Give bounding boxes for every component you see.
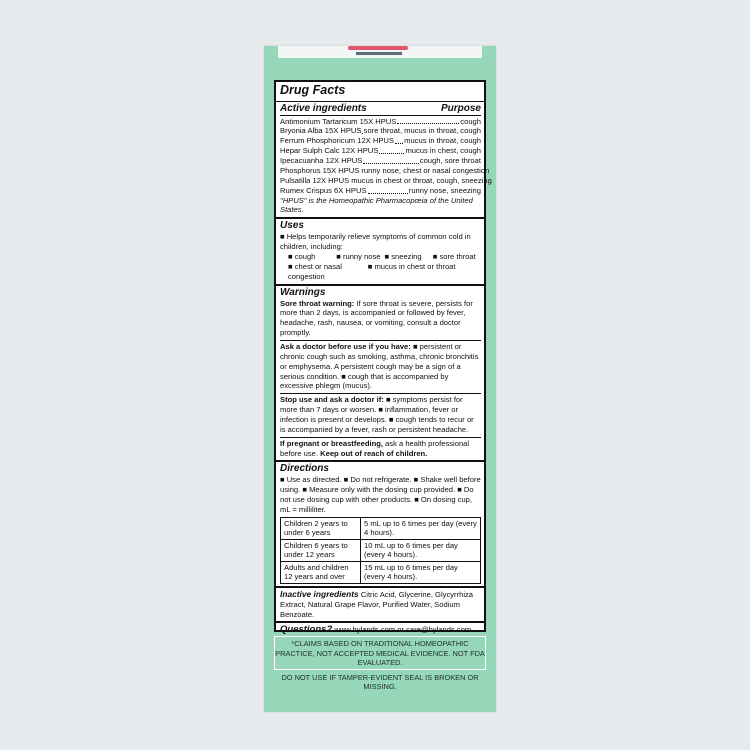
active-ingredients-section	[276, 102, 492, 220]
uses-heading: Uses	[280, 220, 304, 232]
tamper-warning: DO NOT USE IF TAMPER-EVIDENT SEAL IS BROKEN OR MISSING.	[281, 673, 479, 691]
ask-doctor-label: Ask a doctor before use if you have:	[280, 341, 411, 351]
questions-label: Questions?	[280, 624, 333, 636]
stop-use-text: ■ symptoms persist for more than 7 days or worsen. ■ inflammation, fever or infection is present or develops. ■ cough tends to recur or is accompanied by a fever, rash or persistent headache.	[280, 395, 474, 434]
directions-heading: Directions	[280, 463, 329, 475]
questions-contact: www.hylands.com or care@hylands.com	[334, 625, 472, 635]
ingredient-purpose: cough, sore throat	[419, 156, 481, 166]
ingredient-name: Phosphorus 15X HPUS	[280, 165, 360, 175]
ask-doctor-text: ■ persistent or chronic cough such as smoking, asthma, chronic bronchitis or emphysema. A persistent cough may be a sign of a serious condition. ■ cough that is accompanied by excessive phlegm (mucus).	[280, 341, 479, 391]
keep-out-text: Keep out of reach of children.	[320, 448, 428, 458]
ingredient-purpose: cough	[460, 116, 481, 126]
ingredient-name: Antimonium Tartaricum 15X HPUS	[280, 116, 397, 126]
ask-doctor-warning	[280, 340, 481, 391]
drug-facts-title-section	[276, 82, 484, 102]
ingredient-row	[280, 136, 481, 146]
ingredient-row	[280, 126, 481, 136]
ingredient-purpose: mucus in throat, cough	[404, 136, 481, 146]
ingredient-name: Rumex Crispus 6X HPUS	[280, 185, 367, 195]
directions-text: ■ Use as directed. ■ Do not refrigerate. ■ Shake well before using. ■ Measure only with the dosing cup provided. ■ Do not use dosing cup with other products. ■ On dosing cup, mL = milliliter.	[280, 475, 481, 514]
purpose-heading: Purpose	[440, 102, 481, 114]
use-item: ■ chest or nasal congestion	[288, 261, 342, 281]
drug-facts-panel	[274, 80, 492, 636]
ingredient-row	[280, 146, 481, 156]
ingredient-name: Ferrum Phosphoricum 12X HPUS	[280, 136, 394, 146]
ingredient-row	[280, 175, 492, 186]
ingredient-name: Ipecacuanha 12X HPUS	[280, 156, 363, 166]
inactive-ingredients-text: Citric Acid, Glycerine, Glycyrrhiza Extract, Natural Grape Flavor, Purified Water, Sodium Benzoate.	[280, 589, 474, 619]
use-item: ■ runny nose	[336, 251, 381, 261]
dosage-table	[280, 517, 481, 584]
ingredient-name: Hepar Sulph Calc 12X HPUS	[280, 146, 379, 156]
active-ingredients-header	[280, 103, 481, 116]
ingredient-name: Pulsatilla 12X HPUS	[280, 175, 350, 185]
ingredient-purpose: sore throat, mucus in throat, cough	[363, 126, 481, 136]
warnings-heading: Warnings	[280, 286, 326, 298]
inactive-ingredients-section	[276, 588, 484, 624]
use-item: ■ sneezing	[384, 251, 422, 261]
ingredient-row	[280, 117, 481, 127]
use-item: ■ mucus in chest or throat	[367, 261, 456, 271]
ingredient-name: Bryonia Alba 15X HPUS	[280, 126, 362, 136]
logo-fragment	[348, 46, 408, 50]
pregnancy-warning	[280, 437, 481, 459]
dosage-age: Adults and children 12 years and over	[281, 561, 361, 583]
drug-facts-title: Drug Facts	[280, 83, 346, 97]
ingredient-purpose: mucus in chest, cough	[405, 146, 481, 156]
product-name-fragment	[356, 52, 402, 55]
ingredient-row	[280, 156, 481, 166]
ingredient-purpose: runny nose, chest or nasal congestion	[361, 165, 490, 175]
sore-throat-text: If sore throat is severe, persists for more than 2 days, is accompanied or followed by fever, headache, rash, nausea, or vomiting, consult a doctor promptly.	[280, 298, 473, 338]
use-item: ■ cough	[288, 251, 316, 261]
inactive-ingredients-label: Inactive ingredients	[280, 588, 359, 599]
dosage-amount: 15 mL up to 6 times per day (every 4 hours).	[361, 561, 481, 583]
table-row	[281, 517, 481, 539]
box-top-flap	[278, 46, 482, 58]
pregnancy-text: ask a health professional before use.	[280, 438, 470, 458]
pregnancy-label: If pregnant or breastfeeding,	[280, 438, 383, 448]
table-row	[281, 539, 481, 561]
directions-section	[276, 462, 484, 587]
sore-throat-warning	[280, 299, 481, 338]
hpus-note: "HPUS" is the Homeopathic Pharmacopœia of the United States.	[280, 195, 473, 215]
dosage-amount: 10 mL up to 6 times per day (every 4 hours).	[361, 539, 481, 561]
uses-row-2	[280, 262, 481, 282]
ingredient-row	[280, 186, 481, 196]
dosage-age: Children 2 years to under 6 years	[281, 517, 361, 539]
claims-disclaimer: *CLAIMS BASED ON TRADITIONAL HOMEOPATHIC PRACTICE, NOT ACCEPTED MEDICAL EVIDENCE. NOT FDA EVALUATED.	[274, 636, 486, 670]
stop-use-label: Stop use and ask a doctor if:	[280, 395, 384, 405]
product-box	[264, 46, 496, 712]
dosage-amount: 5 mL up to 6 times per day (every 4 hours).	[361, 517, 481, 539]
ingredient-list	[280, 116, 492, 196]
ingredient-purpose: runny nose, sneezing	[408, 185, 481, 195]
uses-section	[276, 219, 484, 285]
ingredient-purpose: mucus in chest or throat, cough, sneezing	[351, 175, 492, 185]
stop-use-warning	[280, 393, 481, 434]
dosage-age: Children 6 years to under 12 years	[281, 539, 361, 561]
use-item: ■ sore throat	[432, 251, 476, 261]
table-row	[281, 561, 481, 583]
sore-throat-label: Sore throat warning:	[280, 298, 355, 308]
uses-intro: ■ Helps temporarily relieve symptoms of common cold in children, including:	[280, 232, 471, 252]
active-ingredients-heading: Active ingredients	[280, 102, 367, 114]
uses-row-1	[280, 252, 481, 262]
warnings-section	[276, 286, 484, 463]
ingredient-row	[280, 165, 490, 176]
